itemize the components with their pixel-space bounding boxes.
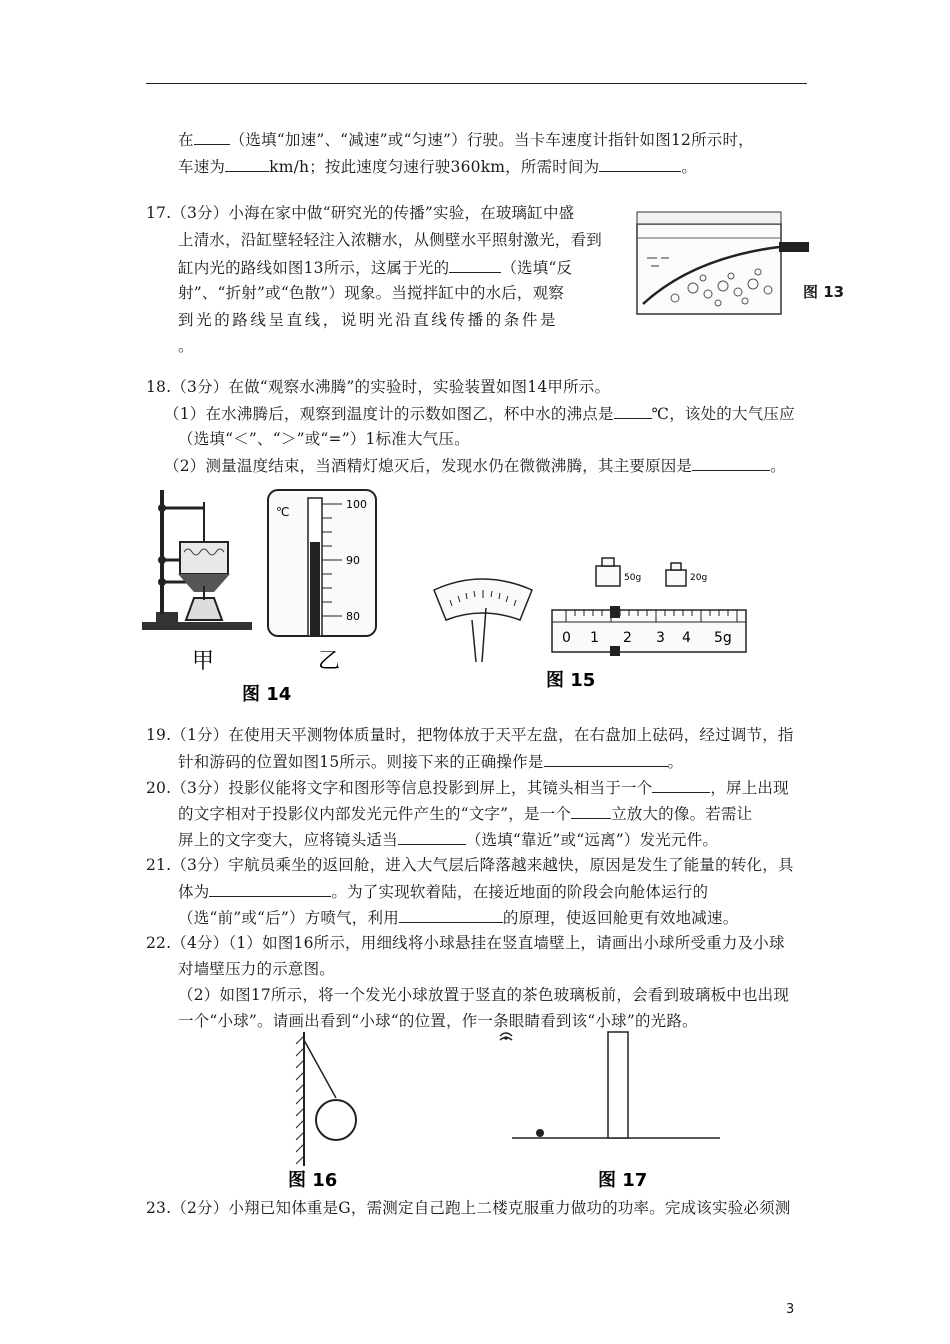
q22-line-3: （2）如图17所示，将一个发光小球放置于竖直的茶色玻璃板前，会看到玻璃板中也出现 (178, 986, 790, 1004)
scale-label-5g: 5g (714, 630, 732, 646)
figure-13-fish-tank (633, 208, 813, 320)
scale-label-3: 3 (656, 630, 665, 646)
q23-line-1: 23.（2分）小翔已知体重是G，需测定自己跑上二楼克服重力做功的功率。完成该实验必须测 (146, 1199, 791, 1217)
answer-blank[interactable] (614, 403, 652, 419)
q17-line-5: 到光的路线呈直线，说明光沿直线传播的条件是 (178, 311, 559, 329)
answer-blank[interactable] (194, 129, 230, 145)
figure-16-caption: 图 16 (288, 1170, 338, 1191)
q20-line-2: 的文字相对于投影仪内部发光元件产生的“文字”，是一个 立放大的像。若需让 (178, 805, 753, 823)
q17-line-6: 。 (178, 337, 194, 355)
q22-line-4: 一个“小球”。请画出看到“小球“的位置，作一条眼睛看到该“小球”的光路。 (178, 1012, 698, 1030)
q21-line-2: 体为 。为了实现软着陆，在接近地面的阶段会向舱体运行的 (178, 883, 709, 901)
q18-line-4: （2）测量温度结束，当酒精灯熄灭后，发现水仍在微微沸腾，其主要原因是 。 (164, 457, 786, 475)
q17-line-4: 射”、“折射”或“色散”）现象。当搅拌缸中的水后，观察 (178, 284, 565, 302)
header-rule (146, 83, 807, 84)
q16-line-2: 车速为 km/h；按此速度匀速行驶360km，所需时间为 。 (178, 158, 698, 176)
q18-line-1: 18.（3分）在做“观察水沸腾”的实验时，实验装置如图14甲所示。 (146, 378, 611, 396)
page-number: 3 (786, 1302, 795, 1317)
q17-line-1: 17.（3分）小海在家中做“研究光的传播”实验，在玻璃缸中盛 (146, 204, 575, 222)
answer-blank[interactable] (692, 455, 770, 471)
scale-label-4: 4 (682, 630, 691, 646)
figure-14-label-jia: 甲 (192, 649, 215, 674)
q21-line-1: 21.（3分）宇航员乘坐的返回舱，进入大气层后降落越来越快，原因是发生了能量的转化，具 (146, 856, 794, 874)
thermometer-tick-90: 90 (346, 554, 360, 567)
weight-50g-label: 50g (624, 573, 642, 583)
figure-14-label-yi: 乙 (318, 649, 341, 674)
q17-line-2: 上清水，沿缸壁轻轻注入浓糖水，从侧壁水平照射激光，看到 (178, 231, 602, 249)
figure-17-glass-plate (494, 1026, 726, 1194)
q19-line-1: 19.（1分）在使用天平测物体质量时，把物体放于天平左盘，在右盘加上砝码，经过调节，指 (146, 726, 794, 744)
thermometer-tick-80: 80 (346, 610, 360, 623)
answer-blank[interactable] (599, 156, 681, 172)
q17-line-3: 缸内光的路线如图13所示，这属于光的 （选填“反 (178, 259, 573, 277)
ball (316, 1100, 356, 1140)
answer-blank[interactable] (209, 881, 331, 897)
answer-blank[interactable] (398, 829, 466, 845)
glass-plate (608, 1032, 628, 1138)
scale-label-0: 0 (562, 630, 571, 646)
q20-line-1: 20.（3分）投影仪能将文字和图形等信息投影到屏上，其镜头相当于一个 ，屏上出现 (146, 779, 789, 797)
luminous-ball (536, 1129, 544, 1137)
answer-blank[interactable] (652, 777, 710, 793)
q16-line-1: 在 （选填“加速”、“减速”或“匀速”）行驶。当卡车速度计指针如图12所示时， (178, 131, 754, 149)
answer-blank[interactable] (225, 156, 269, 172)
scale-label-1: 1 (590, 630, 599, 646)
thermometer-tick-100: 100 (346, 498, 367, 511)
q18-line-3: （选填“＜”、“＞”或“=”）1标准大气压。 (178, 430, 470, 448)
q18-line-2: （1）在水沸腾后，观察到温度计的示数如图乙，杯中水的沸点是 ℃，该处的大气压应 (164, 405, 795, 423)
answer-blank[interactable] (449, 257, 501, 273)
rider-top (610, 606, 620, 618)
eye-icon (500, 1033, 512, 1040)
answer-blank[interactable] (571, 803, 611, 819)
q22-line-2: 对墙壁压力的示意图。 (178, 960, 336, 978)
figure-16-hanging-ball (284, 1026, 400, 1194)
figure-14-boiling-apparatus (142, 482, 382, 710)
figure-15-caption: 图 15 (546, 670, 596, 691)
figure-15-balance (428, 546, 750, 694)
answer-blank[interactable] (399, 907, 503, 923)
weight-20g-label: 20g (690, 573, 708, 583)
figure-17-caption: 图 17 (598, 1170, 648, 1191)
thermometer-unit: ℃ (276, 505, 290, 519)
q21-line-3: （选“前”或“后”）方喷气，利用 的原理，使返回舱更有效地减速。 (178, 909, 739, 927)
scale-label-2: 2 (623, 630, 632, 646)
q22-line-1: 22.（4分）（1）如图16所示，用细线将小球悬挂在竖直墙壁上，请画出小球所受重力及小球 (146, 934, 785, 952)
figure-13-caption: 图 13 (803, 283, 845, 301)
q20-line-3: 屏上的文字变大，应将镜头适当 （选填“靠近”或“远离”）发光元件。 (178, 831, 719, 849)
rider-bottom (610, 646, 620, 656)
answer-blank[interactable] (544, 751, 668, 767)
q19-line-2: 针和游码的位置如图15所示。则接下来的正确操作是 。 (178, 753, 684, 771)
figure-14-caption: 图 14 (242, 684, 292, 705)
